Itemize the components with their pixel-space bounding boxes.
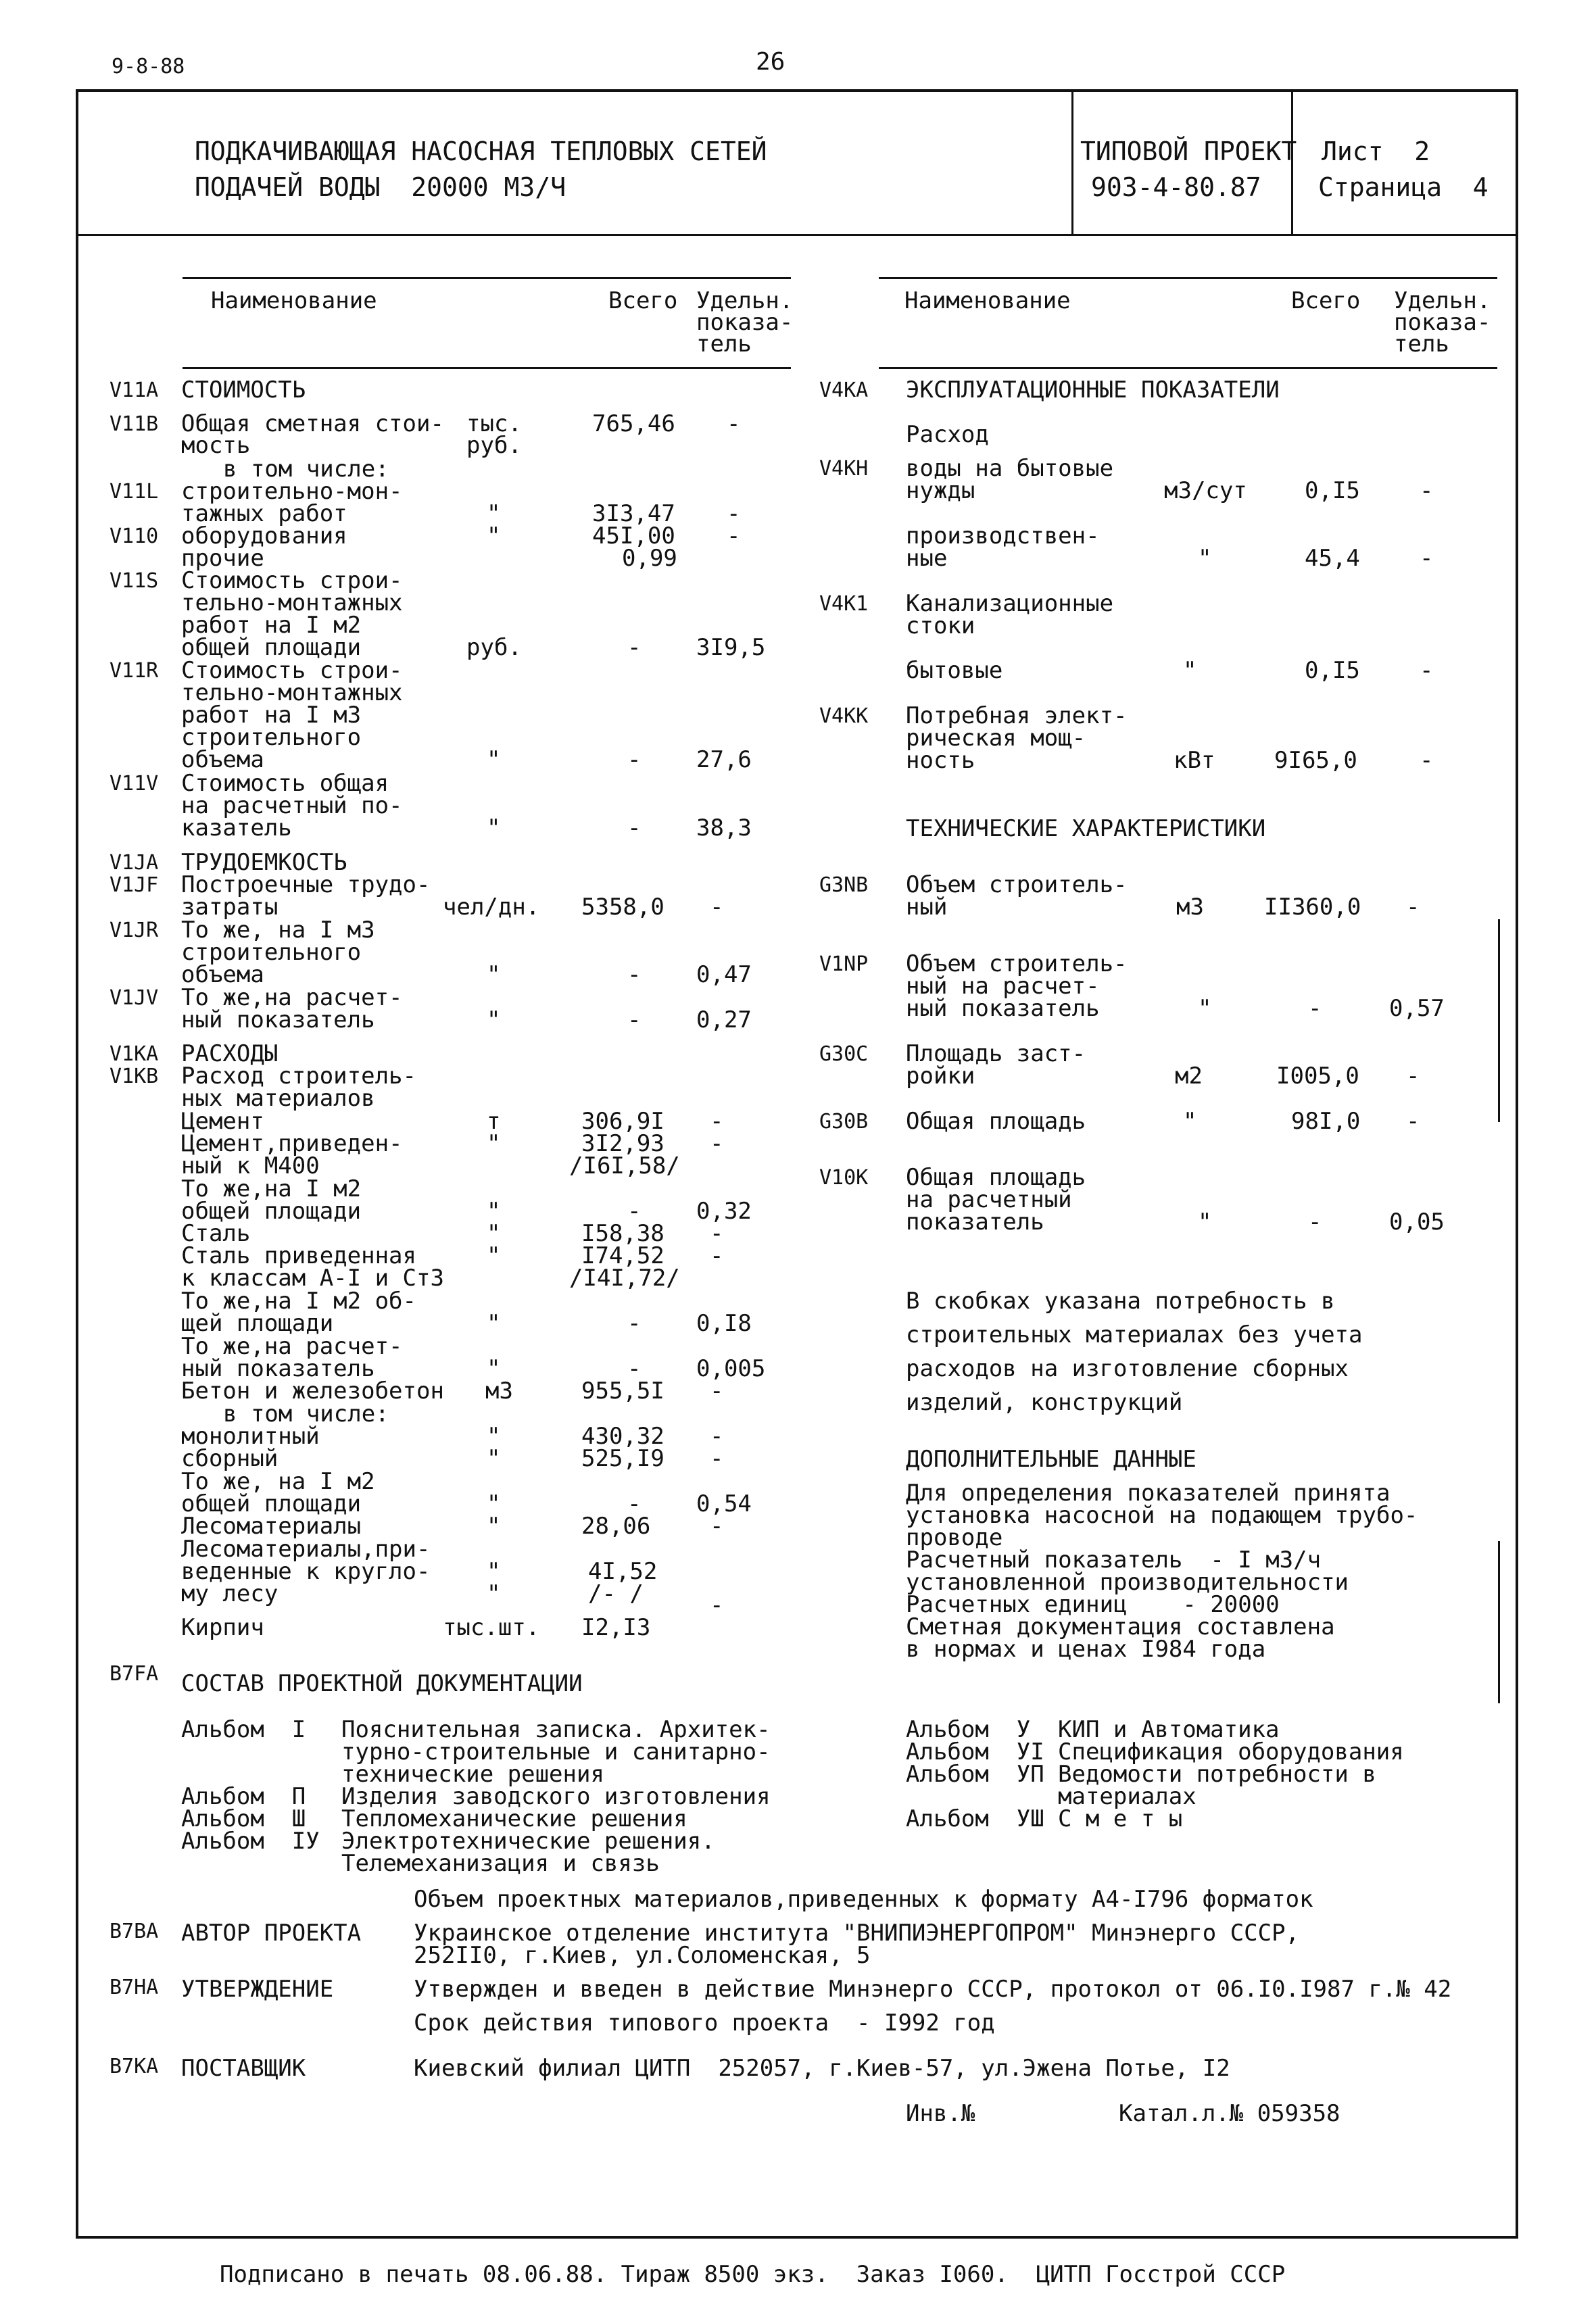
album-6-text: Спецификация оборудования bbox=[1058, 1738, 1404, 1765]
volume-label-1: Объем строитель- bbox=[906, 871, 1128, 898]
code: V11V bbox=[110, 772, 159, 796]
approval-heading: УТВЕРЖДЕНИЕ bbox=[181, 1976, 334, 2003]
steel-m2-unit: " bbox=[487, 1310, 501, 1337]
cement400-total-2: /I6I,58/ bbox=[569, 1152, 680, 1179]
cement-label: Цемент bbox=[181, 1108, 264, 1135]
code: V1JA bbox=[110, 851, 159, 875]
margin-mark bbox=[1498, 919, 1500, 1122]
timber-specific: - bbox=[710, 1513, 724, 1540]
additional-line-4: Расчетный показатель - I м3/ч bbox=[906, 1546, 1322, 1574]
album-5-text: КИП и Автоматика bbox=[1058, 1716, 1280, 1743]
operational-heading: ЭКСПЛУАТАЦИОННЫЕ ПОКАЗАТЕЛИ bbox=[906, 376, 1280, 404]
album-1-label: Альбом I bbox=[181, 1716, 306, 1743]
area-indicator-unit: " bbox=[1198, 1209, 1212, 1236]
timber-round-specific: - bbox=[710, 1592, 724, 1619]
left-col-specific-3: тель bbox=[696, 331, 752, 358]
steel-reduced-label-2: к классам А-I и Ст3 bbox=[181, 1265, 444, 1292]
page-of-sheet: Страница 4 bbox=[1318, 172, 1489, 202]
right-header-bottom-rule bbox=[879, 367, 1497, 369]
estimate-total: 765,46 bbox=[592, 410, 675, 437]
code: V4KH bbox=[819, 457, 869, 481]
title-line-1: ПОДКАЧИВАЮЩАЯ НАСОСНАЯ ТЕПЛОВЫХ СЕТЕЙ bbox=[195, 137, 767, 166]
right-col-total: Всего bbox=[1291, 287, 1361, 314]
additional-line-2: установка насосной на подающем трубо- bbox=[906, 1502, 1418, 1529]
cost-m3-label-3: работ на I м3 bbox=[181, 702, 362, 729]
timber-round-label-3: му лесу bbox=[181, 1580, 279, 1607]
documentation-heading: СОСТАВ ПРОЕКТНОЙ ДОКУМЕНТАЦИИ bbox=[181, 1670, 583, 1697]
concrete-m2-total: - bbox=[627, 1490, 642, 1517]
right-col-specific-1: Удельн. bbox=[1394, 287, 1491, 314]
monolithic-specific: - bbox=[710, 1423, 724, 1450]
equipment-unit: " bbox=[487, 522, 501, 550]
domestic-total: 0,I5 bbox=[1305, 657, 1360, 684]
additional-heading: ДОПОЛНИТЕЛЬНЫЕ ДАННЫЕ bbox=[906, 1446, 1196, 1473]
labor-label-2: затраты bbox=[181, 894, 279, 921]
labor-total: 5358,0 bbox=[581, 894, 664, 921]
code: B7BA bbox=[110, 1920, 159, 1943]
steel-reduced-total-1: I74,52 bbox=[581, 1242, 664, 1269]
water-specific: - bbox=[1420, 477, 1434, 504]
code: V1JF bbox=[110, 873, 159, 897]
cement-m2-label-1: То же,на I м2 bbox=[181, 1175, 362, 1202]
timber-round-total-1: 4I,52 bbox=[588, 1558, 658, 1585]
note-line-3: расходов на изготовление сборных bbox=[906, 1355, 1349, 1382]
labor-label-1: Построечные трудо- bbox=[181, 871, 431, 898]
cost-heading: СТОИМОСТЬ bbox=[181, 376, 306, 404]
cement-m2-total: - bbox=[627, 1198, 642, 1225]
labor-indicator-unit: " bbox=[487, 1006, 501, 1033]
cement-m2-label-2: общей площади bbox=[181, 1198, 362, 1225]
sewage-label-1: Канализационные bbox=[906, 590, 1114, 617]
title-line-2: ПОДАЧЕЙ ВОДЫ 20000 М3/Ч bbox=[195, 172, 566, 202]
volume-label-2: ный bbox=[906, 894, 948, 921]
labor-indicator-label-2: ный показатель bbox=[181, 1006, 375, 1033]
cost-m2-label-3: работ на I м2 bbox=[181, 612, 362, 639]
cement400-total-1: 3I2,93 bbox=[581, 1130, 664, 1157]
cost-m3-label-4: строительного bbox=[181, 724, 362, 751]
brick-total: I2,I3 bbox=[581, 1614, 651, 1641]
cement-total: 306,9I bbox=[581, 1108, 664, 1135]
date-code: 9-8-88 bbox=[112, 55, 185, 78]
power-label-3: ность bbox=[906, 747, 975, 774]
code: V1JR bbox=[110, 919, 159, 942]
cost-m2-specific: 3I9,5 bbox=[696, 634, 766, 661]
power-specific: - bbox=[1420, 747, 1434, 774]
code: V11R bbox=[110, 659, 159, 683]
album-3-text: Тепломеханические решения bbox=[341, 1805, 687, 1832]
concrete-total: 955,5I bbox=[581, 1378, 664, 1405]
steel-unit: " bbox=[487, 1220, 501, 1247]
brick-unit: тыс.шт. bbox=[443, 1614, 540, 1641]
steel-m2-specific: 0,I8 bbox=[696, 1310, 752, 1337]
note-line-1: В скобках указана потребность в bbox=[906, 1288, 1335, 1315]
sewage-label-2: стоки bbox=[906, 612, 975, 639]
code: B7KA bbox=[110, 2055, 159, 2078]
prefab-label: сборный bbox=[181, 1445, 279, 1472]
album-8-label: Альбом УШ bbox=[906, 1805, 1044, 1832]
cost-m3-label-1: Стоимость строи- bbox=[181, 657, 403, 684]
album-7-text-2: материалах bbox=[1058, 1783, 1196, 1810]
power-unit: кВт bbox=[1174, 747, 1215, 774]
inventory-number: Инв.№ bbox=[906, 2100, 975, 2127]
other-total: 0,99 bbox=[622, 545, 677, 572]
total-area-specific: - bbox=[1406, 1108, 1420, 1135]
built-area-specific: - bbox=[1406, 1063, 1420, 1090]
concrete-m2-unit: " bbox=[487, 1490, 501, 1517]
cement-unit: т bbox=[487, 1108, 501, 1135]
steel-m2-total: - bbox=[627, 1310, 642, 1337]
cost-indicator-label-1: Стоимость общая bbox=[181, 770, 389, 797]
area-indicator-specific: 0,05 bbox=[1389, 1209, 1445, 1236]
cement400-label-2: ный к М400 bbox=[181, 1152, 320, 1179]
built-area-label-2: ройки bbox=[906, 1063, 975, 1090]
labor-m3-label-1: То же, на I м3 bbox=[181, 917, 375, 944]
area-indicator-label-1: Общая площадь bbox=[906, 1164, 1086, 1191]
margin-mark bbox=[1498, 1541, 1500, 1703]
album-7-text-1: Ведомости потребности в bbox=[1058, 1761, 1376, 1788]
steel-reduced-specific: - bbox=[710, 1242, 724, 1269]
album-5-label: Альбом У bbox=[906, 1716, 1031, 1743]
note-line-4: изделий, конструкций bbox=[906, 1389, 1183, 1416]
timber-label: Лесоматериалы bbox=[181, 1513, 362, 1540]
code: V10K bbox=[819, 1166, 869, 1190]
construct-specific: - bbox=[727, 500, 741, 527]
steel-specific: - bbox=[710, 1220, 724, 1247]
additional-line-1: Для определения показателей принята bbox=[906, 1480, 1391, 1507]
album-4-label: Альбом IУ bbox=[181, 1828, 320, 1855]
note-line-2: строительных материалах без учета bbox=[906, 1321, 1363, 1348]
cost-indicator-total: - bbox=[627, 814, 642, 842]
project-code: 903-4-80.87 bbox=[1091, 172, 1261, 202]
water-unit: м3/сут bbox=[1164, 477, 1247, 504]
estimate-label-2: мость bbox=[181, 432, 251, 459]
volume-of-materials: Объем проектных материалов,приведенных к формату А4-I796 форматок bbox=[414, 1886, 1313, 1913]
code: V4KA bbox=[819, 379, 869, 402]
additional-line-6: Расчетных единиц - 20000 bbox=[906, 1591, 1280, 1618]
album-3-label: Альбом Ш bbox=[181, 1805, 306, 1832]
additional-line-5: установленной производительности bbox=[906, 1569, 1349, 1596]
volume-indicator-label-3: ный показатель bbox=[906, 995, 1100, 1022]
supplier-line-1: Киевский филиал ЦИТП 252057, г.Киев-57, ул.Эжена Потье, I2 bbox=[414, 2055, 1230, 2082]
steel-indicator-label-1: То же,на расчет- bbox=[181, 1333, 403, 1360]
cost-m2-unit: руб. bbox=[466, 634, 522, 661]
built-area-unit: м2 bbox=[1175, 1063, 1203, 1090]
built-area-total: I005,0 bbox=[1276, 1063, 1359, 1090]
brick-label: Кирпич bbox=[181, 1614, 264, 1641]
print-info: Подписано в печать 08.06.88. Тираж 8500 экз. Заказ I060. ЦИТП Госстрой СССР bbox=[220, 2261, 1286, 2288]
author-heading: АВТОР ПРОЕКТА bbox=[181, 1920, 362, 1947]
volume-indicator-unit: " bbox=[1198, 995, 1212, 1022]
cost-m2-label-1: Стоимость строи- bbox=[181, 567, 403, 594]
left-col-total: Всего bbox=[608, 287, 678, 314]
steel-indicator-total: - bbox=[627, 1355, 642, 1382]
code: G30C bbox=[819, 1042, 869, 1066]
code: V11L bbox=[110, 480, 159, 504]
volume-indicator-label-1: Объем строитель- bbox=[906, 950, 1128, 977]
cost-m2-label-4: общей площади bbox=[181, 634, 362, 661]
monolithic-label: монолитный bbox=[181, 1423, 320, 1450]
left-header-bottom-rule bbox=[183, 367, 791, 369]
labor-m3-label-2: строительного bbox=[181, 939, 362, 966]
right-col-specific-3: тель bbox=[1394, 331, 1449, 358]
album-2-text: Изделия заводского изготовления bbox=[341, 1783, 771, 1810]
timber-round-total-2: /- / bbox=[588, 1580, 644, 1607]
timber-round-unit-2: " bbox=[487, 1580, 501, 1607]
prefab-specific: - bbox=[710, 1445, 724, 1472]
timber-total: 28,06 bbox=[581, 1513, 651, 1540]
water-label-1: воды на бытовые bbox=[906, 455, 1114, 482]
materials-label-2: ных материалов bbox=[181, 1085, 375, 1112]
additional-line-3: проводе bbox=[906, 1524, 1003, 1551]
prefab-total: 525,I9 bbox=[581, 1445, 664, 1472]
additional-line-7: Сметная документация составлена bbox=[906, 1613, 1335, 1640]
volume-indicator-total: - bbox=[1308, 995, 1322, 1022]
concrete-m2-label-2: общей площади bbox=[181, 1490, 362, 1517]
cost-indicator-specific: 38,3 bbox=[696, 814, 752, 842]
album-7-label: Альбом УП bbox=[906, 1761, 1044, 1788]
labor-m3-label-3: объема bbox=[181, 961, 264, 988]
album-6-label: Альбом УI bbox=[906, 1738, 1044, 1765]
catalog-number: Катал.л.№ 059358 bbox=[1119, 2100, 1340, 2127]
timber-unit: " bbox=[487, 1513, 501, 1540]
steel-m2-label-2: щей площади bbox=[181, 1310, 334, 1337]
cost-m2-total: - bbox=[627, 634, 642, 661]
right-col-specific-2: показа- bbox=[1394, 309, 1491, 336]
equipment-label: оборудования bbox=[181, 522, 347, 550]
area-indicator-label-3: показатель bbox=[906, 1209, 1044, 1236]
author-line-2: 252II0, г.Киев, ул.Соломенская, 5 bbox=[414, 1942, 871, 1969]
steel-label: Сталь bbox=[181, 1220, 251, 1247]
labor-indicator-specific: 0,27 bbox=[696, 1006, 752, 1033]
industrial-label-2: ные bbox=[906, 545, 948, 572]
power-label-2: рическая мощ- bbox=[906, 725, 1086, 752]
volume-unit: м3 bbox=[1176, 894, 1204, 921]
code: V110 bbox=[110, 525, 159, 548]
volume-total: II360,0 bbox=[1264, 894, 1361, 921]
cement400-specific: - bbox=[710, 1130, 724, 1157]
technical-heading: ТЕХНИЧЕСКИЕ ХАРАКТЕРИСТИКИ bbox=[906, 815, 1266, 842]
area-indicator-total: - bbox=[1308, 1209, 1322, 1236]
estimate-label-1: Общая сметная стои- bbox=[181, 410, 444, 437]
total-area-label: Общая площадь bbox=[906, 1108, 1086, 1135]
steel-reduced-label-1: Сталь приведенная bbox=[181, 1242, 416, 1269]
industrial-unit: " bbox=[1198, 545, 1212, 572]
labor-m3-unit: " bbox=[487, 961, 501, 988]
cost-m3-total: - bbox=[627, 746, 642, 773]
water-label-2: нужды bbox=[906, 477, 975, 504]
title-block-divider bbox=[76, 234, 1518, 236]
including-label-2: в том числе: bbox=[223, 1400, 389, 1428]
labor-unit: чел/дн. bbox=[443, 894, 540, 921]
additional-line-8: в нормах и ценах I984 года bbox=[906, 1636, 1266, 1663]
code: V1KA bbox=[110, 1042, 159, 1066]
other-label: прочие bbox=[181, 545, 264, 572]
approval-line-2: Срок действия типового проекта - I992 год bbox=[414, 2009, 995, 2037]
construct-total: 3I3,47 bbox=[592, 500, 675, 527]
right-col-name: Наименование bbox=[904, 287, 1071, 314]
monolithic-unit: " bbox=[487, 1423, 501, 1450]
steel-m2-label-1: То же,на I м2 об- bbox=[181, 1288, 416, 1315]
domestic-specific: - bbox=[1420, 657, 1434, 684]
code: G30B bbox=[819, 1110, 869, 1134]
total-area-total: 98I,0 bbox=[1291, 1108, 1361, 1135]
code: V1KB bbox=[110, 1065, 159, 1088]
area-indicator-label-2: на расчетный bbox=[906, 1186, 1072, 1213]
equipment-specific: - bbox=[727, 522, 741, 550]
cost-m3-specific: 27,6 bbox=[696, 746, 752, 773]
cost-m3-label-2: тельно-монтажных bbox=[181, 679, 403, 706]
left-col-specific-2: показа- bbox=[696, 309, 794, 336]
labor-heading: ТРУДОЕМКОСТЬ bbox=[181, 849, 347, 876]
steel-reduced-unit: " bbox=[487, 1242, 501, 1269]
timber-round-label-1: Лесоматериалы,при- bbox=[181, 1536, 431, 1563]
labor-specific: - bbox=[710, 894, 724, 921]
labor-indicator-label-1: То же,на расчет- bbox=[181, 984, 403, 1011]
code: B7HA bbox=[110, 1976, 159, 1999]
left-col-specific-1: Удельн. bbox=[696, 287, 794, 314]
cost-m3-label-5: объема bbox=[181, 746, 264, 773]
album-1-text-1: Пояснительная записка. Архитек- bbox=[341, 1716, 771, 1743]
concrete-m2-label-1: То же, на I м2 bbox=[181, 1468, 375, 1495]
equipment-total: 45I,00 bbox=[592, 522, 675, 550]
steel-indicator-specific: 0,005 bbox=[696, 1355, 766, 1382]
code: V4K1 bbox=[819, 592, 869, 616]
album-2-label: Альбом П bbox=[181, 1783, 306, 1810]
steel-reduced-total-2: /I4I,72/ bbox=[569, 1265, 680, 1292]
album-8-text: С м е т ы bbox=[1058, 1805, 1183, 1832]
timber-round-unit-1: " bbox=[487, 1558, 501, 1585]
labor-m3-total: - bbox=[627, 961, 642, 988]
timber-round-label-2: веденные к кругло- bbox=[181, 1558, 431, 1585]
estimate-unit-2: руб. bbox=[466, 432, 522, 459]
cement400-unit: " bbox=[487, 1130, 501, 1157]
construct-unit: " bbox=[487, 500, 501, 527]
code: B7FA bbox=[110, 1662, 159, 1686]
monolithic-total: 430,32 bbox=[581, 1423, 664, 1450]
album-4-text-1: Электротехнические решения. bbox=[341, 1828, 715, 1855]
album-1-text-3: технические решения bbox=[341, 1761, 604, 1788]
author-line-1: Украинское отделение института "ВНИПИЭНЕРГОПРОМ" Минэнерго СССР, bbox=[414, 1920, 1300, 1947]
including-label: в том числе: bbox=[223, 456, 389, 483]
code: V11S bbox=[110, 569, 159, 593]
title-block-vdivider-1 bbox=[1071, 89, 1073, 235]
concrete-unit: м3 bbox=[485, 1378, 513, 1405]
materials-label-1: Расход строитель- bbox=[181, 1063, 416, 1090]
page-number: 26 bbox=[756, 48, 785, 76]
cost-m3-unit: " bbox=[487, 746, 501, 773]
cement400-label-1: Цемент,приведен- bbox=[181, 1130, 403, 1157]
code: V1JV bbox=[110, 986, 159, 1010]
code: V11A bbox=[110, 379, 159, 402]
expenses-heading: РАСХОДЫ bbox=[181, 1040, 279, 1067]
prefab-unit: " bbox=[487, 1445, 501, 1472]
estimate-unit-1: тыс. bbox=[466, 410, 522, 437]
construct-label-2: тажных работ bbox=[181, 500, 347, 527]
built-area-label-1: Площадь заст- bbox=[906, 1040, 1086, 1067]
construct-label-1: строительно-мон- bbox=[181, 478, 403, 505]
consumption-label: Расход bbox=[906, 421, 989, 448]
industrial-label-1: производствен- bbox=[906, 522, 1100, 550]
steel-indicator-label-2: ный показатель bbox=[181, 1355, 375, 1382]
estimate-specific: - bbox=[727, 410, 741, 437]
volume-specific: - bbox=[1406, 894, 1420, 921]
album-1-text-2: турно-строительные и санитарно- bbox=[341, 1738, 771, 1765]
concrete-specific: - bbox=[710, 1378, 724, 1405]
water-total: 0,I5 bbox=[1305, 477, 1360, 504]
left-header-top-rule bbox=[183, 277, 791, 279]
supplier-heading: ПОСТАВЩИК bbox=[181, 2055, 306, 2082]
power-total: 9I65,0 bbox=[1274, 747, 1357, 774]
cost-indicator-label-3: казатель bbox=[181, 814, 292, 842]
domestic-unit: " bbox=[1183, 657, 1197, 684]
code: G3NB bbox=[819, 873, 869, 897]
right-header-top-rule bbox=[879, 277, 1497, 279]
approval-line-1: Утвержден и введен в действие Минэнерго СССР, протокол от 06.I0.I987 г.№ 42 bbox=[414, 1976, 1452, 2003]
labor-m3-specific: 0,47 bbox=[696, 961, 752, 988]
power-label-1: Потребная элект- bbox=[906, 702, 1128, 729]
cement-m2-unit: " bbox=[487, 1198, 501, 1225]
left-col-name: Наименование bbox=[211, 287, 377, 314]
cost-indicator-label-2: на расчетный по- bbox=[181, 792, 403, 819]
code: V1NP bbox=[819, 952, 869, 976]
cost-indicator-unit: " bbox=[487, 814, 501, 842]
labor-indicator-total: - bbox=[627, 1006, 642, 1033]
volume-indicator-label-2: ный на расчет- bbox=[906, 973, 1100, 1000]
album-4-text-2: Телемеханизация и связь bbox=[341, 1850, 660, 1877]
domestic-label: бытовые bbox=[906, 657, 1003, 684]
concrete-m2-specific: 0,54 bbox=[696, 1490, 752, 1517]
industrial-total: 45,4 bbox=[1305, 545, 1360, 572]
steel-total: I58,38 bbox=[581, 1220, 664, 1247]
concrete-label: Бетон и железобетон bbox=[181, 1378, 444, 1405]
cost-m2-label-2: тельно-монтажных bbox=[181, 589, 403, 616]
code: V11B bbox=[110, 412, 159, 436]
code: V4KK bbox=[819, 704, 869, 728]
cement-m2-specific: 0,32 bbox=[696, 1198, 752, 1225]
project-label: ТИПОВОЙ ПРОЕКТ bbox=[1080, 137, 1297, 166]
sheet-number: Лист 2 bbox=[1322, 137, 1430, 166]
cement-specific: - bbox=[710, 1108, 724, 1135]
steel-indicator-unit: " bbox=[487, 1355, 501, 1382]
industrial-specific: - bbox=[1420, 545, 1434, 572]
total-area-unit: " bbox=[1183, 1108, 1197, 1135]
volume-indicator-specific: 0,57 bbox=[1389, 995, 1445, 1022]
